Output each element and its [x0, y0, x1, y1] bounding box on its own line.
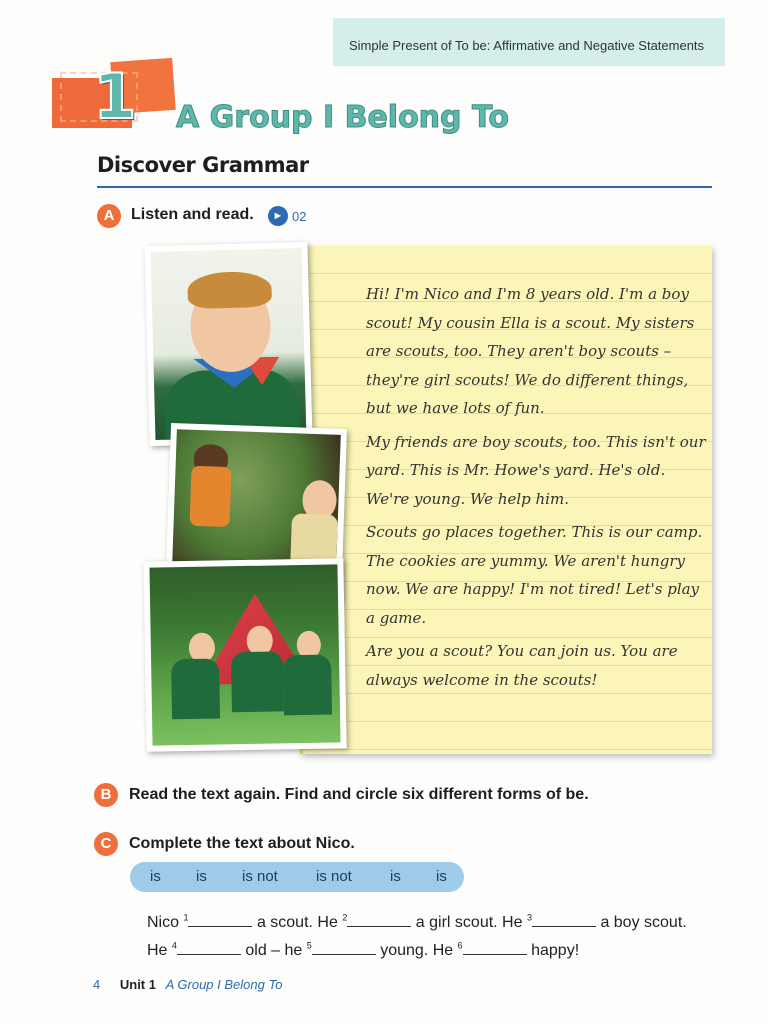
page-number: 4 — [93, 977, 101, 992]
footer-unit-label: Unit 1 — [119, 977, 156, 992]
footer-unit-title: A Group I Belong To — [165, 977, 283, 992]
cloze-line-1: Nico $^1$ a scout. He $^2$ a girl scout. He $^3$ a boy scout. — [147, 912, 687, 931]
activity-a-instruction: Listen and read. — [131, 206, 254, 223]
section-title: Discover Grammar — [97, 153, 309, 177]
reading-paragraph-4: Are you a scout? You can join us. You are always welcome in the scouts! — [366, 642, 678, 689]
word-bank-item: is — [390, 868, 401, 885]
page-footer — [93, 977, 282, 992]
activity-b-instruction: Read the text again. Find and circle six different forms of be. — [129, 786, 589, 803]
audio-icon[interactable]: ► — [268, 206, 288, 226]
answer-blank-2[interactable] — [347, 912, 411, 927]
section-divider — [97, 186, 712, 188]
activity-b-badge: B — [94, 783, 118, 807]
word-bank-item: is not — [242, 868, 278, 885]
word-bank-item: is — [436, 868, 447, 885]
answer-blank-6[interactable] — [463, 940, 527, 955]
topic-text: Simple Present of To be: Affirmative and Negative Statements — [349, 38, 705, 53]
activity-c-instruction: Complete the text about Nico. — [129, 835, 355, 852]
unit-number: 1 — [93, 60, 137, 133]
answer-blank-5[interactable] — [312, 940, 376, 955]
answer-blank-4[interactable] — [177, 940, 241, 955]
reading-paragraph-2: My friends are boy scouts, too. This isn't our yard. This is Mr. Howe's yard. He's old. We're young. We help him. — [366, 432, 706, 508]
answer-blank-1[interactable] — [188, 912, 252, 927]
reading-paragraph-3: Scouts go places together. This is our camp. The cookies are yummy. We aren't hungry now. We are happy! I'm not tired! Let's play a game. — [366, 523, 703, 627]
lesson-title: A Group I Belong To — [176, 100, 510, 135]
audio-track-number: 02 — [292, 209, 307, 224]
reading-text — [366, 280, 706, 699]
word-bank-item: is — [196, 868, 207, 885]
cloze-line-2: He $^4$ old – he $^5$ young. He $^6$ happy! — [147, 940, 580, 959]
photo-scouts-camping — [143, 558, 346, 751]
word-bank-item: is not — [316, 868, 352, 885]
activity-c-badge: C — [94, 832, 118, 856]
word-bank — [130, 862, 464, 892]
reading-paragraph-1: Hi! I'm Nico and I'm 8 years old. I'm a boy scout! My cousin Ella is a scout. My sisters are scouts, too. They aren't boy scouts – they're girl scouts! We do different things, but we have lots of fun. — [366, 285, 695, 417]
word-bank-item: is — [150, 868, 161, 885]
topic-banner — [333, 18, 725, 66]
answer-blank-3[interactable] — [532, 912, 596, 927]
photo-boy-scout-portrait — [144, 242, 312, 446]
activity-a-badge: A — [97, 204, 121, 228]
